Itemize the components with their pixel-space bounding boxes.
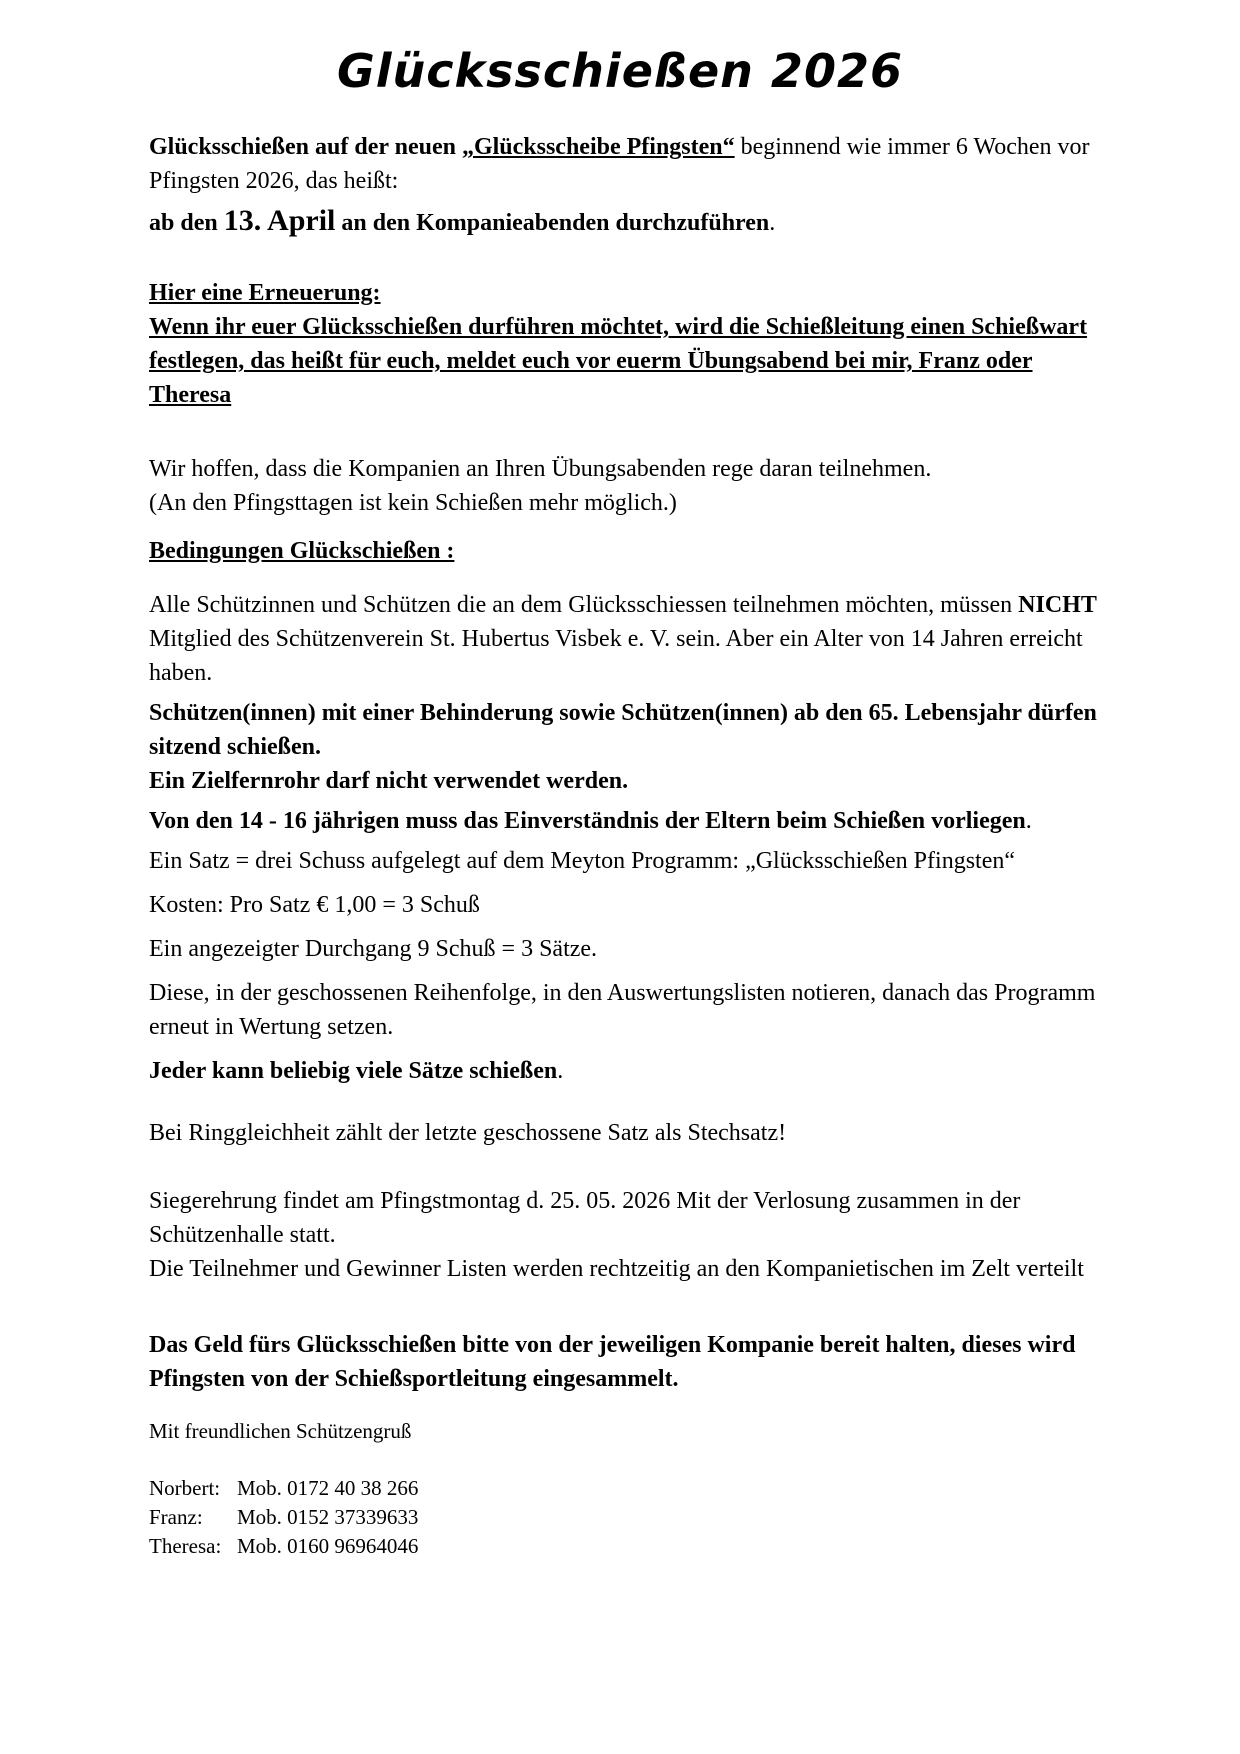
start-date-rest: an den Kompanieabenden durchzuführen — [335, 210, 770, 236]
record-rule: Diese, in der geschossenen Reihenfolge, in den Auswertungslisten notieren, danach das Programm erneut in Wertung setzen. — [149, 980, 1096, 1040]
seated-rule: Schützen(innen) mit einer Behinderung sowie Schützen(innen) ab den 65. Lebensjahr dürfen sitzend schießen. — [149, 700, 1097, 760]
tie-rule: Bei Ringgleichheit zählt der letzte geschossene Satz als Stechsatz! — [149, 1120, 787, 1146]
hope-text: Wir hoffen, dass die Kompanien an Ihren Übungsabenden rege daran teilnehmen. — [149, 456, 932, 482]
contact-name: Norbert: — [149, 1476, 221, 1500]
ceremony-text: Siegerehrung findet am Pfingstmontag d. 25. 05. 2026 Mit der Verlosung zusammen in der Schützenhalle statt. — [149, 1188, 1021, 1248]
target-name: „Glücksscheibe Pfingsten“ — [461, 134, 735, 160]
renewal-text: Wenn ihr euer Glücksschießen durführen möchtet, wird die Schießleitung einen Schießwart festlegen, das heißt für euch, meldet euch vor euerm Übungsabend bei mir, Franz oder Theresa — [149, 314, 1088, 408]
satz-rule: Ein Satz = drei Schuss aufgelegt auf dem Meyton Programm: „Glücksschießen Pfingsten“ — [149, 848, 1016, 874]
greeting: Mit freundlichen Schützengruß — [149, 1419, 412, 1443]
no-shooting-note: (An den Pfingsttagen ist kein Schießen mehr möglich.) — [149, 490, 677, 516]
intro-bold-text: Glücksschießen auf der neuen — [149, 134, 462, 160]
intro-paragraph — [149, 130, 1099, 198]
page-title: Glücksschießen 2026 — [337, 44, 903, 98]
youth-rule: Von den 14 - 16 jährigen muss das Einverständnis der Eltern beim Schießen vorliegen. — [149, 808, 1032, 834]
money-note: Das Geld fürs Glücksschießen bitte von der jeweiligen Kompanie bereit halten, dieses wird Pfingsten von der Schießsportleitung eingesammelt. — [149, 1332, 1076, 1392]
scope-rule: Ein Zielfernrohr darf nicht verwendet werden. — [149, 768, 629, 794]
nicht-emphasis: NICHT — [1018, 592, 1097, 618]
start-date-line — [149, 204, 1099, 240]
eligibility-paragraph: Alle Schützinnen und Schützen die an dem Glücksschiessen teilnehmen möchten, müssen NICHT Mitglied des Schützenverein St. Hubertus Visbek e. V. sein. Aber ein Alter von 14 Jahren erreicht haben. — [149, 592, 1097, 686]
contact-phone: Mob. 0172 40 38 266 — [237, 1476, 419, 1500]
any-number-rule: Jeder kann beliebig viele Sätze schießen. — [149, 1058, 564, 1084]
intro-text: beginnend wie immer 6 Wochen vor Pfingsten 2026, das heißt: — [149, 134, 1090, 194]
renewal-heading: Hier eine Erneuerung: — [149, 280, 381, 306]
contact-phone: Mob. 0152 37339633 — [237, 1505, 419, 1529]
contact-name: Franz: — [149, 1505, 203, 1529]
ab-den-text: ab den — [149, 210, 224, 236]
contact-row — [149, 1503, 1099, 1532]
contact-list — [149, 1474, 1099, 1561]
contact-row — [149, 1532, 1099, 1561]
lists-text: Die Teilnehmer und Gewinner Listen werden rechtzeitig an den Kompanietischen im Zelt verteilt — [149, 1256, 1084, 1282]
contact-phone: Mob. 0160 96964046 — [237, 1534, 419, 1558]
start-date: 13. April — [223, 204, 336, 237]
contact-row — [149, 1474, 1099, 1503]
conditions-heading: Bedingungen Glückschießen : — [149, 538, 455, 564]
document-body — [149, 130, 1099, 1561]
costs-rule: Kosten: Pro Satz € 1,00 = 3 Schuß — [149, 892, 480, 918]
start-date-period: . — [769, 210, 776, 236]
durchgang-rule: Ein angezeigter Durchgang 9 Schuß = 3 Sätze. — [149, 936, 598, 962]
contact-name: Theresa: — [149, 1534, 222, 1558]
